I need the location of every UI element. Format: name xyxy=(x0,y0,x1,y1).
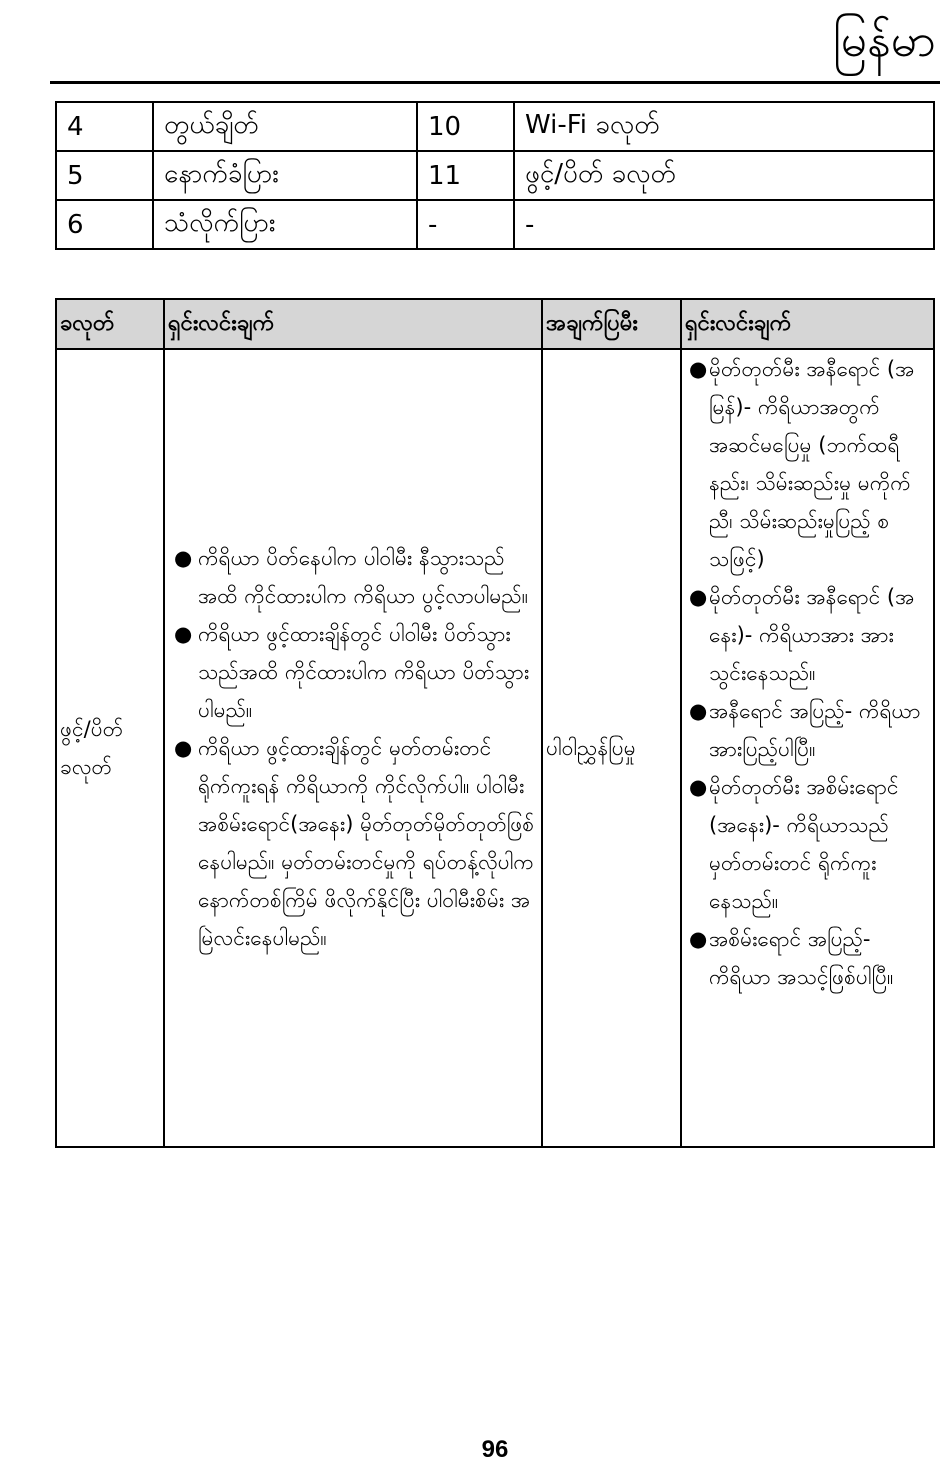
bullet-icon: ● xyxy=(689,699,708,723)
table-header-row xyxy=(56,299,934,349)
table-row xyxy=(56,102,934,151)
page-number: 96 xyxy=(481,1436,509,1463)
indicator-description-text: မိုတ်တုတ်မီး အနီရောင် (အမြန်)- ကိရိယာအတွက် အဆင်မပြေမှု (ဘက်ထရီနည်း၊ သိမ်းဆည်းမှု မကိုက်ညီ၊ သိမ်းဆည်းမှုပြည့် စသဖြင့်) xyxy=(709,357,915,571)
bullet-icon: ● xyxy=(689,357,708,381)
part-number: 6 xyxy=(56,200,153,249)
indicator-description-text: အနီရောင် အပြည့်- ကိရိယာ အားပြည့်ပါပြီ။ xyxy=(709,699,921,761)
bullet-icon: ● xyxy=(689,775,708,799)
part-name: သံလိုက်ပြား xyxy=(153,200,417,249)
part-number: 10 xyxy=(417,102,514,151)
list-item xyxy=(168,615,538,729)
part-name: Wi-Fi ခလုတ် xyxy=(514,102,934,151)
table-row xyxy=(56,200,934,249)
list-item xyxy=(685,768,930,920)
column-header-button-description: ရှင်းလင်းချက် xyxy=(164,299,542,349)
list-item xyxy=(685,578,930,692)
button-description-text: ကိရိယာ ဖွင့်ထားချိန်တွင် မှတ်တမ်းတင် ရိုက်ကူးရန် ကိရိယာကို ကိုင်လိုက်ပါ။ ပါဝါမီး အစိမ်းရောင်(အနေး) မိုတ်တုတ်မိုတ်တုတ်ဖြစ်နေပါမည်။ မှတ်တမ်းတင်မှုကို ရပ်တန့်လိုပါက နောက်တစ်ကြိမ် ဖိလိုက်နိုင်ပြီး ပါဝါမီးစိမ်း အမြဲလင်းနေပါမည်။ xyxy=(198,736,535,950)
button-description-text: ကိရိယာ ပိတ်နေပါက ပါဝါမီး နီသွားသည်အထိ ကိုင်ထားပါက ကိရိယာ ပွင့်လာပါမည်။ xyxy=(198,546,529,608)
parts-table xyxy=(55,101,935,250)
list-item xyxy=(168,729,538,957)
list-item xyxy=(685,920,930,996)
bullet-icon: ● xyxy=(689,585,708,609)
indicator-description-text: မိုတ်တုတ်မီး အနီရောင် (အနေး)- ကိရိယာအား အားသွင်းနေသည်။ xyxy=(709,585,915,685)
list-item xyxy=(685,350,930,578)
part-number: 11 xyxy=(417,151,514,200)
list-item xyxy=(685,692,930,768)
list-item xyxy=(168,539,538,615)
indicator-name: ပါဝါညွှန်ပြမှု xyxy=(542,349,681,1147)
column-header-indicator-description: ရှင်းလင်းချက် xyxy=(681,299,934,349)
indicator-table xyxy=(55,298,935,1148)
table-row xyxy=(56,349,934,1147)
indicator-description-text: မိုတ်တုတ်မီး အစိမ်းရောင် (အနေး)- ကိရိယာသည် မှတ်တမ်းတင် ရိုက်ကူးနေသည်။ xyxy=(709,775,899,913)
bullet-icon: ● xyxy=(174,736,193,760)
column-header-indicator: အချက်ပြမီး xyxy=(542,299,681,349)
part-number: 4 xyxy=(56,102,153,151)
indicator-description-text: အစိမ်းရောင် အပြည့်- ကိရိယာ အသင့်ဖြစ်ပါပြီ။ xyxy=(709,927,894,989)
button-description-cell xyxy=(164,349,542,1147)
part-name: ဖွင့်/ပိတ် ခလုတ် xyxy=(514,151,934,200)
bullet-icon: ● xyxy=(689,927,708,951)
part-number: - xyxy=(417,200,514,249)
header-divider xyxy=(50,81,940,84)
table-row xyxy=(56,151,934,200)
part-name: နောက်ခံပြား xyxy=(153,151,417,200)
bullet-icon: ● xyxy=(174,546,193,570)
button-description-text: ကိရိယာ ဖွင့်ထားချိန်တွင် ပါဝါမီး ပိတ်သွားသည်အထိ ကိုင်ထားပါက ကိရိယာ ပိတ်သွားပါမည်။ xyxy=(198,622,530,722)
part-name: - xyxy=(514,200,934,249)
part-number: 5 xyxy=(56,151,153,200)
button-name: ဖွင့်/ပိတ် ခလုတ် xyxy=(56,349,164,1147)
indicator-description-cell xyxy=(681,349,934,1147)
bullet-icon: ● xyxy=(174,622,193,646)
column-header-button: ခလုတ် xyxy=(56,299,164,349)
part-name: တွယ်ချိတ် xyxy=(153,102,417,151)
language-title: မြန်မာ xyxy=(832,13,936,67)
